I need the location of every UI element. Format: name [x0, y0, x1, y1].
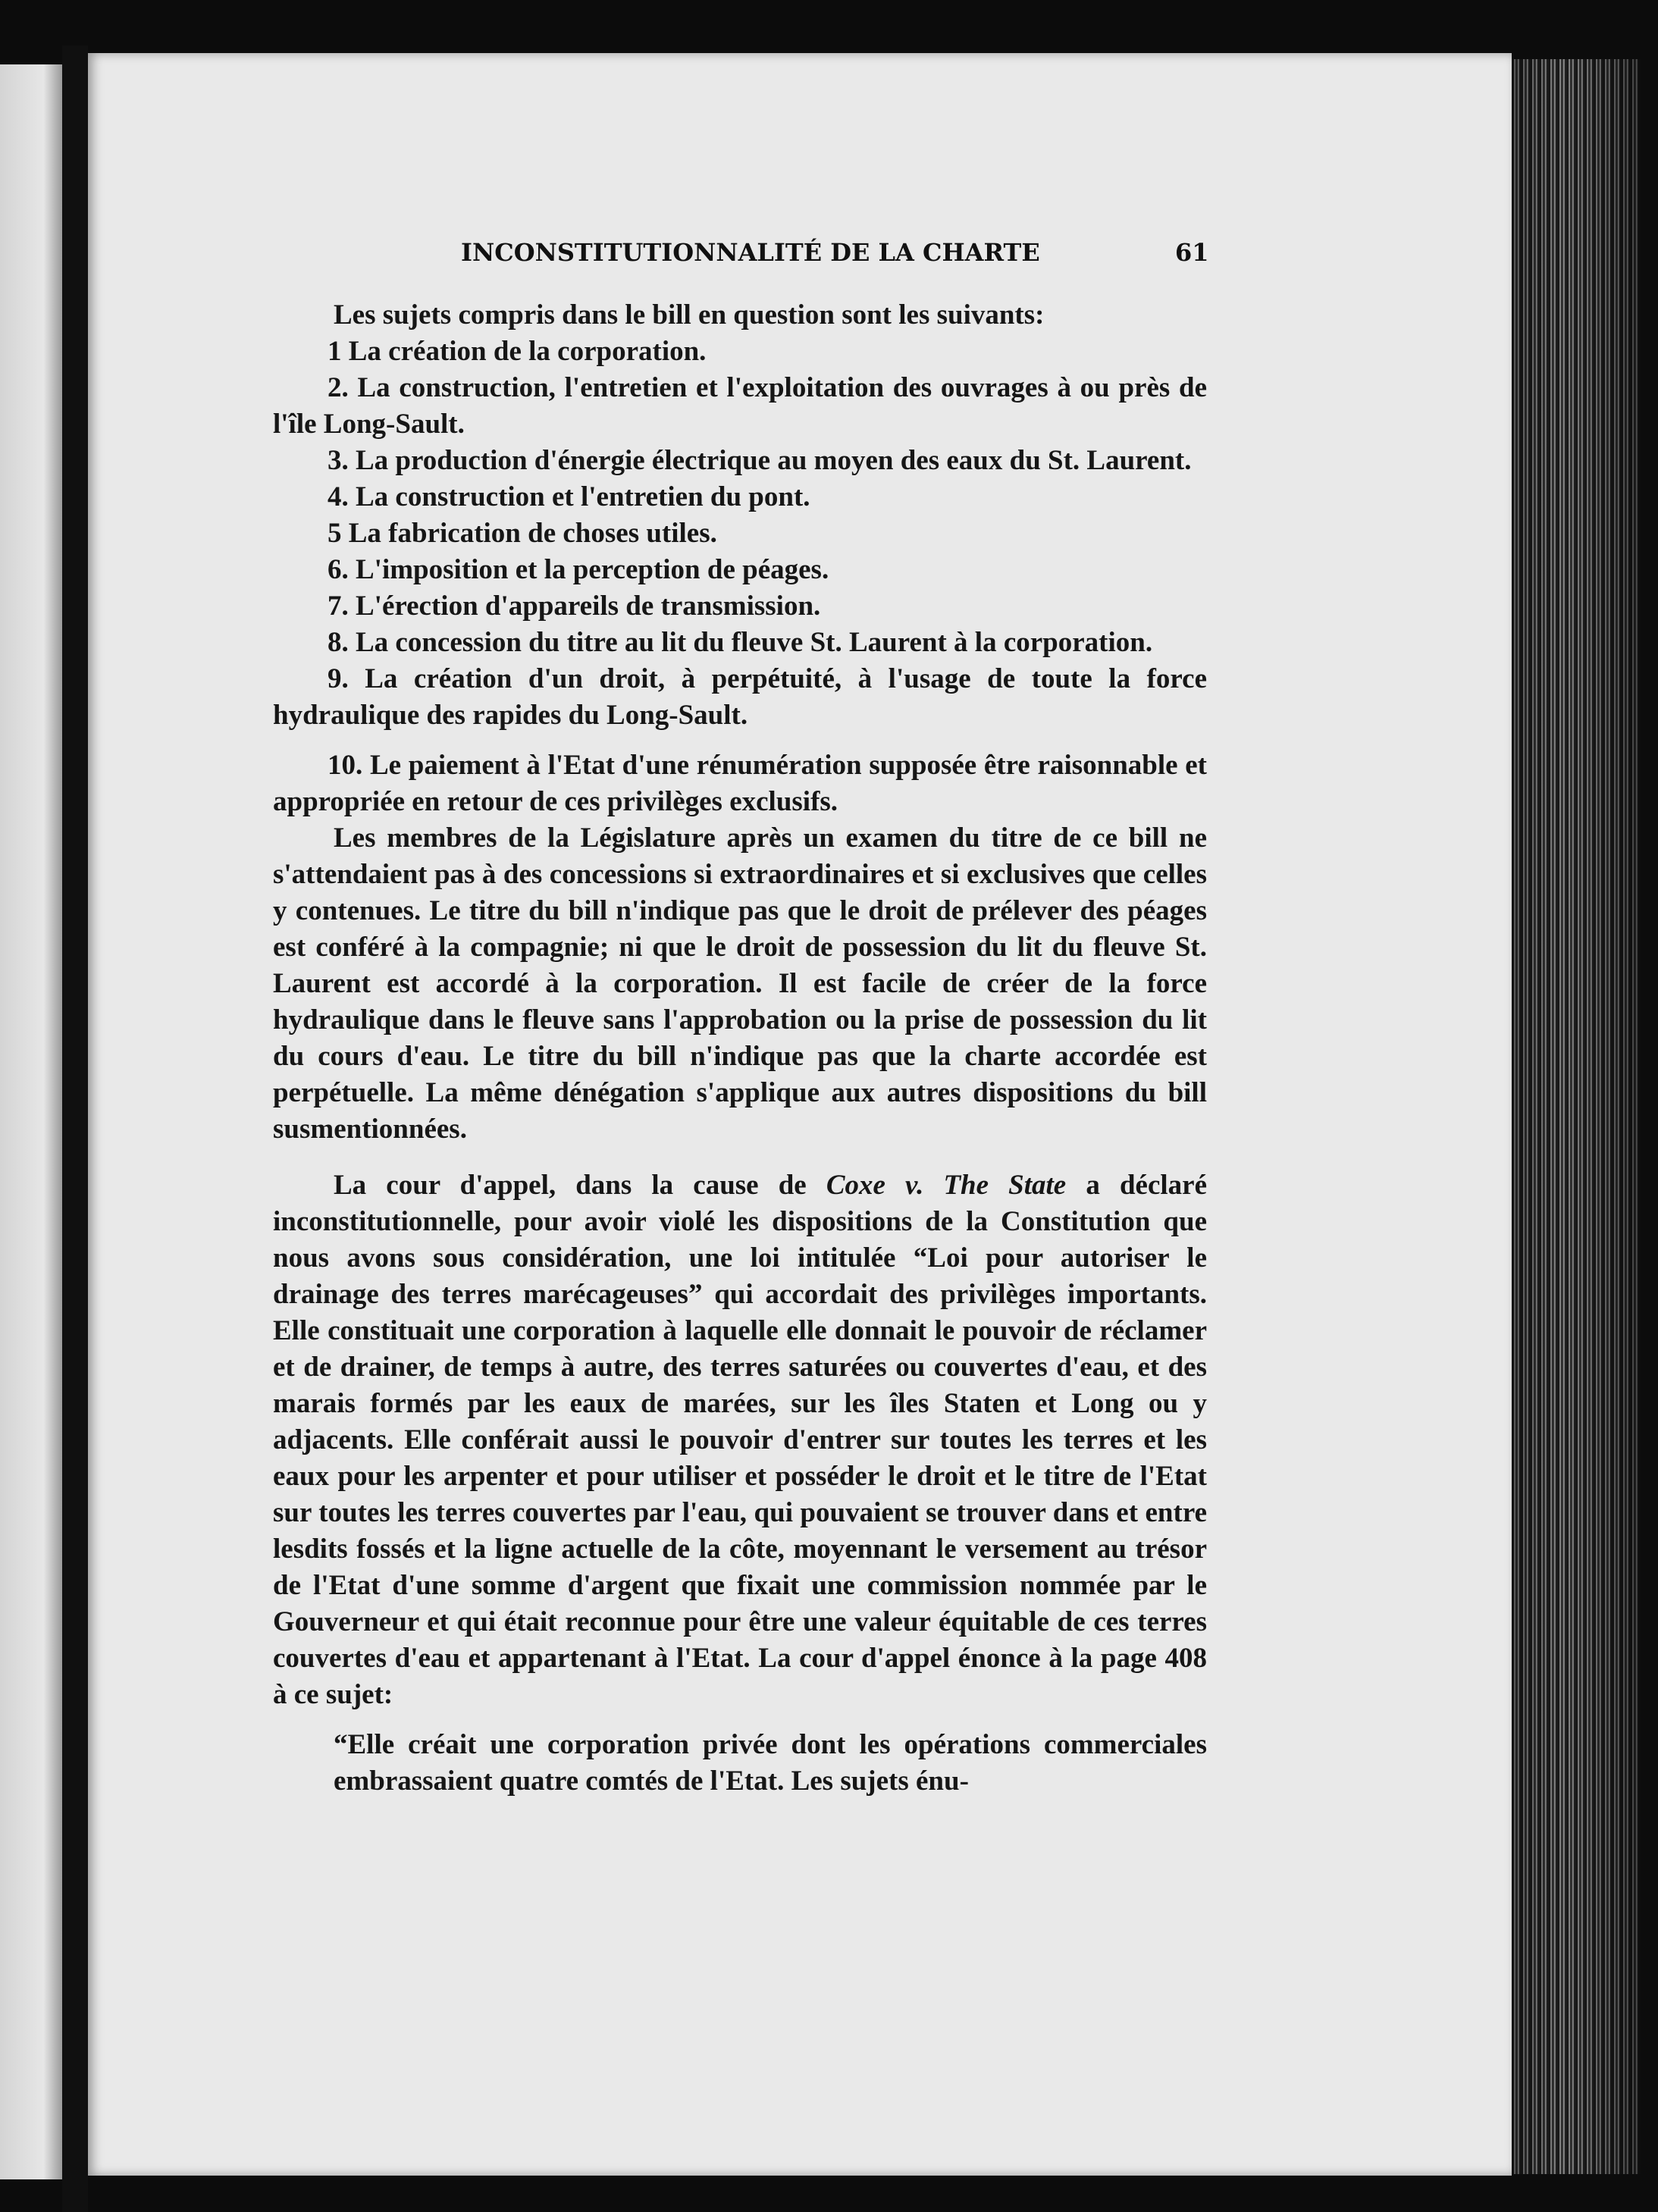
- paragraph-legislature: Les membres de la Législature après un examen du titre de ce bill ne s'attendaient pas à des concessions si extraordinaires et si exclusives que celles y contenues. Le titre du bill n'indique pas que le droit de prélever des péages est conféré à la compagnie; ni que le droit de possession du lit du fleuve St. Laurent est accordé à la corporation. Il est facile de créer de la force hydraulique dans le fleuve sans l'approbation ou la prise de possession du lit du cours d'eau. Le titre du bill n'indique pas que la charte accordée est perpétuelle. La même dénégation s'applique aux autres dispositions du bill susmentionnées.: [273, 822, 1207, 1145]
- page-stack-edges: [1512, 59, 1641, 2174]
- list-item: 7. L'érection d'appareils de transmission.: [328, 591, 821, 622]
- court-text-before: La cour d'appel, dans la cause de: [334, 1170, 826, 1201]
- paragraph-court: [273, 1167, 1207, 1713]
- book-gutter: [62, 45, 88, 2212]
- block-quote: “Elle créait une corporation privée dont les opérations commerciales embrassaient quatre comtés de l'Etat. Les sujets énu-: [334, 1729, 1207, 1797]
- list-item: 8. La concession du titre au lit du fleuve St. Laurent à la corporation.: [328, 627, 1153, 658]
- page-body: [273, 297, 1207, 1800]
- running-title: INCONSTITUTIONNALITÉ DE LA CHARTE: [461, 238, 1040, 267]
- page-number: 61: [1175, 238, 1209, 267]
- list-item: 1 La création de la corporation.: [328, 336, 707, 367]
- case-name: Coxe v. The State: [826, 1170, 1067, 1201]
- court-text-after: a déclaré inconstitutionnelle, pour avoir violé les dispositions de la Constitution que nous avons sous considération, une loi intitulée “Loi pour autoriser le drainage des terres marécageuses” qui accordait des privilèges importants. Elle constituait une corporation à laquelle elle donnait le pouvoir de réclamer et de drainer, de temps à autre, des terres saturées ou couvertes d'eau, et des marais formés par les eaux de marées, sur les îles Staten et Long ou y adjacents. Elle conférait aussi le pouvoir d'entrer sur toutes les terres et les eaux pour les arpenter et pour utiliser et posséder le droit et le titre de l'Etat sur toutes les terres couvertes par l'eau, qui pouvaient se trouver dans et entre lesdits fossés et la ligne actuelle de la côte, moyennant le versement au trésor de l'Etat d'une somme d'argent que fixait une commission nommée par le Gouverneur et qui était reconnue pour être une valeur équitable de ces terres couvertes d'eau et appartenant à l'Etat. La cour d'appel énonce à la page 408 à ce sujet:: [273, 1170, 1208, 1710]
- list-intro: Les sujets compris dans le bill en question sont les suivants:: [334, 299, 1045, 331]
- list-item: 4. La construction et l'entretien du pont.: [328, 481, 810, 512]
- list-item: 5 La fabrication de choses utiles.: [328, 518, 717, 549]
- previous-page-edge: [0, 64, 62, 2179]
- list-item: 9. La création d'un droit, à perpétuité, à l'usage de toute la force hydraulique des rapides du Long-Sault.: [273, 663, 1207, 731]
- list-item: 6. L'imposition et la perception de péages.: [328, 554, 829, 585]
- list-item: 10. Le paiement à l'Etat d'une rénumération supposée être raisonnable et appropriée en retour de ces privilèges exclusifs.: [273, 750, 1207, 817]
- list-item: 3. La production d'énergie électrique au moyen des eaux du St. Laurent.: [328, 445, 1192, 476]
- list-item: 2. La construction, l'entretien et l'exploitation des ouvrages à ou près de l'île Long-Sault.: [273, 372, 1207, 440]
